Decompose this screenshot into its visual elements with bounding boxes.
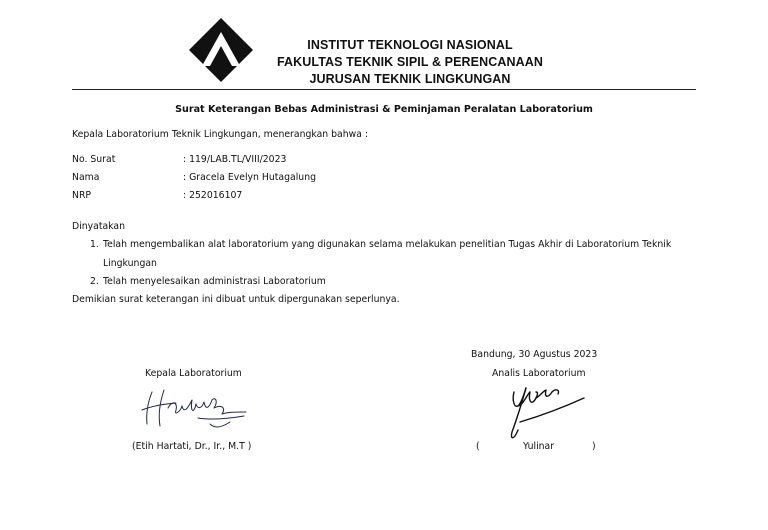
right-signatory-role: Analis Laboratorium [492, 368, 586, 379]
field-value-name: : Gracela Evelyn Hutagalung [183, 172, 316, 183]
list-item-text: Telah mengembalikan alat laboratorium yang digunakan selama melakukan penelitian Tugas Akhir di Laboratorium Teknik [103, 239, 672, 250]
document-title: Surat Keterangan Bebas Administrasi & Peminjaman Peralatan Laboratorium [175, 104, 593, 115]
list-item-text-continued: Lingkungan [103, 258, 157, 269]
right-signatory-close-paren: ) [592, 441, 596, 452]
right-signatory-name: Yulinar [523, 441, 555, 452]
letterhead-divider [72, 89, 696, 90]
list-item-text: Telah menyelesaikan administrasi Laboratorium [103, 276, 326, 287]
head-signature-image [138, 386, 253, 436]
closing-text: Demikian surat keterangan ini dibuat untuk dipergunakan seperlunya. [72, 294, 400, 305]
left-signatory-role: Kepala Laboratorium [145, 368, 242, 379]
list-item-number: 2. [90, 276, 99, 287]
list-item-number: 1. [90, 239, 99, 250]
declared-heading: Dinyatakan [72, 221, 125, 232]
faculty-name: FAKULTAS TEKNIK SIPIL & PERENCANAAN [276, 55, 543, 69]
field-label-letter-number: No. Surat [72, 154, 116, 165]
department-name: JURUSAN TEKNIK LINGKUNGAN [309, 72, 511, 86]
field-value-letter-number: : 119/LAB.TL/VIII/2023 [183, 154, 287, 165]
place-date: Bandung, 30 Agustus 2023 [471, 349, 598, 360]
field-label-nrp: NRP [72, 190, 92, 201]
left-signatory-name: (Etih Hartati, Dr., Ir., M.T ) [132, 441, 252, 452]
institution-name: INSTITUT TEKNOLOGI NASIONAL [307, 38, 513, 52]
institute-logo-icon [188, 17, 254, 83]
right-signatory-open-paren: ( [476, 441, 480, 452]
analyst-signature-image [500, 382, 590, 442]
field-label-name: Nama [72, 172, 100, 183]
intro-text: Kepala Laboratorium Teknik Lingkungan, menerangkan bahwa : [72, 129, 369, 140]
field-value-nrp: : 252016107 [183, 190, 243, 201]
